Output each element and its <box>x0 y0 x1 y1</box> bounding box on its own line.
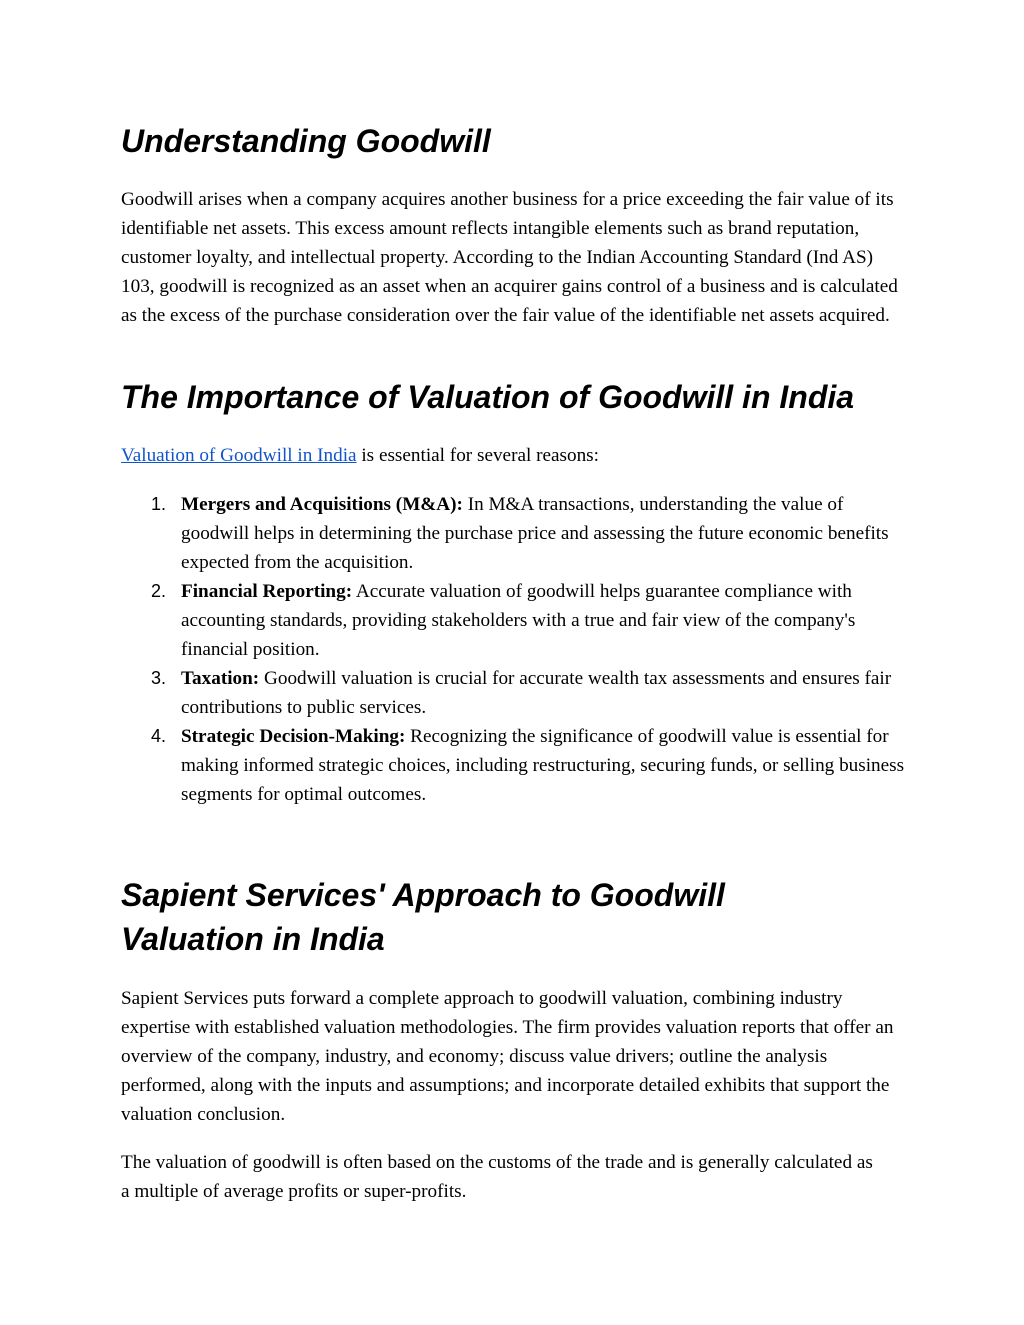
paragraph-understanding-goodwill: Goodwill arises when a company acquires another business for a price exceeding the fair value of its identifiable net assets. This excess amount reflects intangible elements such as brand reputation, customer loyalty, and intellectual property. According to the Indian Accounting Standard (Ind AS) 103, goodwill is recognized as an asset when an acquirer gains control of a business and is calculated as the excess of the purchase consideration over the fair value of the identifiable net assets acquired. <box>121 189 898 326</box>
heading-sapient-approach: Sapient Services' Approach to Goodwill Valuation in India <box>121 877 725 957</box>
list-item <box>121 577 911 664</box>
paragraph-valuation-customs: The valuation of goodwill is often based on the customs of the trade and is generally calculated as a multiple of average profits or super-profits. <box>121 1152 873 1202</box>
list-number: 3. <box>151 668 167 688</box>
list-number: 4. <box>151 726 167 746</box>
reasons-list <box>121 490 911 809</box>
list-number: 1. <box>151 494 167 514</box>
paragraph-sapient-approach: Sapient Services puts forward a complete approach to goodwill valuation, combining industry expertise with established valuation methodologies. The firm provides valuation reports that offer an overview of the company, industry, and economy; discuss value drivers; outline the analysis performed, along with the inputs and assumptions; and incorporate detailed exhibits that support the valuation conclusion. <box>121 988 894 1125</box>
list-text: Recognizing the significance of goodwill value is essential for making informed strategic choices, including restructuring, securing funds, or selling business segments for optimal outcomes. <box>181 726 905 805</box>
list-term: Financial Reporting: <box>181 581 353 602</box>
intro-text: is essential for several reasons: <box>356 445 599 466</box>
list-item <box>121 664 911 722</box>
list-term: Mergers and Acquisitions (M&A): <box>181 494 463 515</box>
list-term: Taxation: <box>181 668 260 689</box>
list-item <box>121 722 911 809</box>
list-item <box>121 490 911 577</box>
paragraph-importance-intro <box>121 441 599 470</box>
list-text: In M&A transactions, understanding the value of goodwill helps in determining the purchase price and assessing the future economic benefits expected from the acquisition. <box>181 494 889 573</box>
list-text: Goodwill valuation is crucial for accurate wealth tax assessments and ensures fair contributions to public services. <box>181 668 892 718</box>
valuation-of-goodwill-link[interactable]: Valuation of Goodwill in India <box>121 445 357 466</box>
heading-importance-of-valuation: The Importance of Valuation of Goodwill in India <box>121 379 855 415</box>
list-number: 2. <box>151 581 167 601</box>
list-term: Strategic Decision-Making: <box>181 726 406 747</box>
list-text: Accurate valuation of goodwill helps guarantee compliance with accounting standards, providing stakeholders with a true and fair view of the company's financial position. <box>181 581 856 660</box>
heading-understanding-goodwill: Understanding Goodwill <box>121 123 491 159</box>
